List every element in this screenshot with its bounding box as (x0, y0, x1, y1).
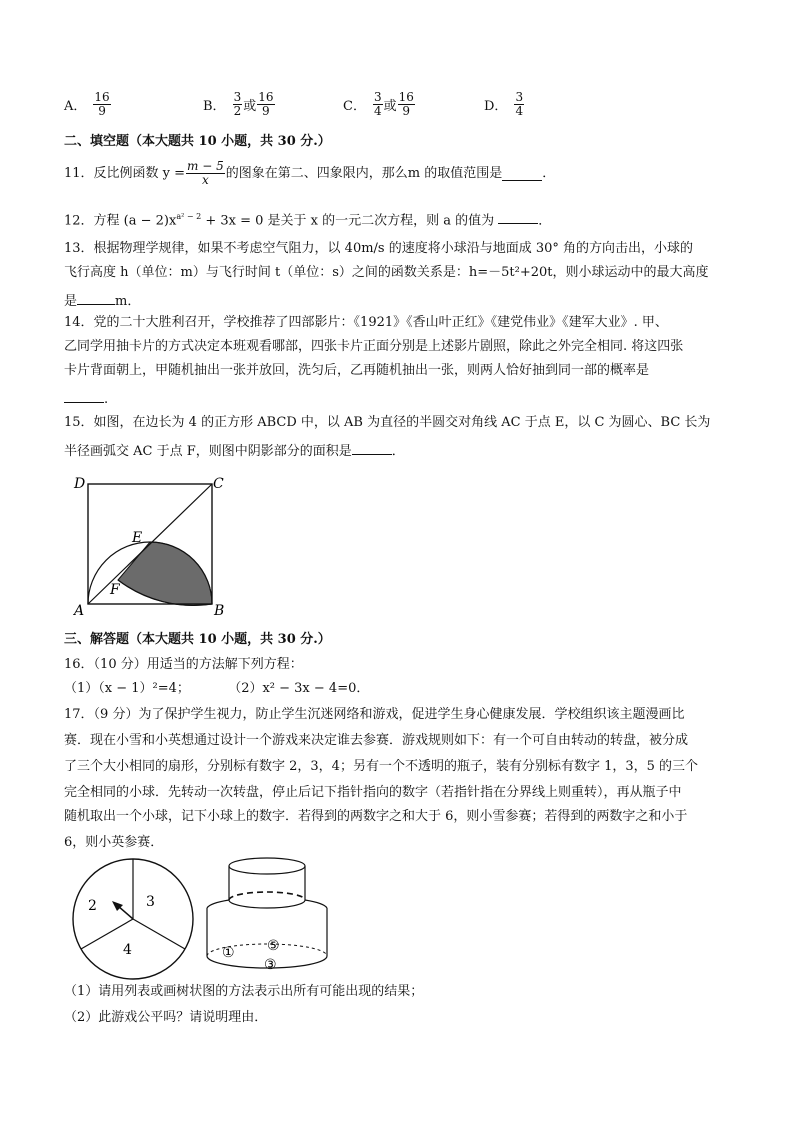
label-b: B (214, 603, 225, 617)
q13-line-2: 飞行高度 h（单位：m）与飞行时间 t（单位：s）之间的函数关系是：h=－5t²+20t，则小球运动中的最大高度 (64, 265, 709, 280)
q17-line-3: 了三个大小相同的扇形，分别标有数字 2，3，4；另有一个不透明的瓶子，装有分别标有数字 1，3，5 的三个 (64, 759, 699, 774)
q17-line-1: 17．（9 分）为了保护学生视力，防止学生沉迷网络和游戏，促进学生身心健康发展．学校组织该主题漫画比 (64, 707, 685, 722)
label-f: F (110, 582, 120, 598)
fraction: $\frac{16}{9}$ (94, 90, 110, 118)
choice-label: D． (484, 99, 508, 114)
question-12 (64, 208, 551, 230)
choice-label: B． (203, 99, 226, 114)
q15-line-2-pre: 半径画弧交 AC 于点 F，则图中阴影部分的面积是 (64, 444, 352, 459)
fraction: $\frac{3}{4}$ (373, 90, 382, 118)
sector-2: 2 (88, 898, 97, 914)
q14-line-2: 乙同学用抽卡片的方式决定本班观看哪部，四张卡片正面分别是上述影片剧照，除此之外完全相同. 将这四张 (64, 339, 684, 354)
q11-end: ． (542, 165, 556, 181)
answer-blank[interactable] (352, 440, 392, 455)
q12-text: 12．方程 (a − 2)x (64, 213, 177, 229)
sector-4: 4 (123, 942, 132, 958)
choice-b (203, 91, 276, 118)
spinner-pointer (118, 906, 133, 919)
q14-line-4 (64, 388, 108, 409)
q12-text2: + 3x = 0 是关于 x 的一元二次方程，则 a 的值为 (201, 213, 495, 229)
section-2-title: 二、填空题（本大题共 10 小题，共 30 分.） (64, 134, 331, 149)
q17-line-5: 随机取出一个小球，记下小球上的数字．若得到的两数字之和大于 6，则小雪参赛；若得到的两数字之和小于 (64, 809, 688, 824)
q16-part-2: （2）x² − 3x − 4=0． (228, 681, 370, 696)
q17-line-4: 完全相同的小球．先转动一次转盘，停止后记下指针指向的数字（若指针指在分界线上则重转），再从瓶子中 (64, 785, 682, 800)
q16-line-2 (64, 680, 369, 698)
q13-line-3-pre: 是 (64, 294, 78, 309)
choice-a (64, 91, 112, 118)
fraction: $\frac{16}{9}$ (398, 90, 414, 118)
answer-blank[interactable] (498, 209, 538, 224)
q17-sub-2: （2）此游戏公平吗？请说明理由． (64, 1010, 268, 1025)
answer-blank[interactable] (64, 388, 104, 403)
choice-label: C． (343, 99, 366, 114)
label-a: A (74, 603, 85, 617)
q15-line-2 (64, 440, 405, 461)
ball-1: ① (222, 945, 235, 961)
q13-line-3 (64, 290, 140, 311)
or-word: 或 (383, 99, 397, 114)
q13-line-1: 13．根据物理学规律，如果不考虑空气阻力，以 40m/s 的速度将小球沿与地面成 30° 角的方向击出，小球的 (64, 241, 694, 256)
ball-3: ③ (264, 957, 277, 973)
q16-part-1: （1）（x − 1）²=4； (64, 681, 190, 696)
shaded-region (118, 542, 212, 605)
q11-fraction: $\frac{m - 5}{x}$ (187, 159, 224, 187)
ball-5: ⑤ (267, 938, 280, 954)
fraction: $\frac{3}{2}$ (233, 90, 242, 118)
q12-end: ． (538, 213, 552, 229)
square-figure (70, 472, 230, 617)
label-e: E (132, 530, 143, 546)
q13-line-3-post: m． (115, 294, 141, 309)
choice-c (343, 91, 416, 118)
choice-label: A． (64, 99, 87, 114)
jar-figure (200, 856, 335, 978)
answer-blank[interactable] (77, 290, 115, 305)
spinner-divider-2 (133, 919, 185, 949)
label-c: C (213, 476, 224, 492)
label-d: D (74, 476, 86, 492)
sector-3: 3 (146, 894, 155, 910)
q17-line-2: 赛．现在小雪和小英想通过设计一个游戏来决定谁去参赛．游戏规则如下：有一个可自由转动的转盘，被分成 (64, 733, 689, 748)
q16-line-1: 16．（10 分）用适当的方法解下列方程： (64, 657, 303, 672)
q15-line-1: 15．如图，在边长为 4 的正方形 ABCD 中，以 AB 为直径的半圆交对角线 AC 于点 E，以 C 为圆心、BC 长为 (64, 415, 711, 430)
choice-d (484, 91, 525, 118)
q17-line-6: 6，则小英参赛． (64, 835, 164, 850)
question-11 (64, 160, 555, 187)
spinner-figure (68, 856, 198, 982)
section-3-title: 三、解答题（本大题共 10 小题，共 30 分.） (64, 632, 331, 647)
q11-pre: 11．反比例函数 y = (64, 165, 186, 181)
q14-line-4-end: . (104, 392, 109, 407)
q11-post: 的图象在第二、四象限内，那么m 的取值范围是 (225, 165, 503, 181)
fraction: $\frac{16}{9}$ (258, 90, 274, 118)
q17-sub-1: （1）请用列表或画树状图的方法表示出所有可能出现的结果； (64, 984, 424, 999)
fraction: $\frac{3}{4}$ (515, 90, 524, 118)
or-word: 或 (243, 99, 257, 114)
q12-exponent: a² − 2 (176, 212, 202, 221)
answer-blank[interactable] (502, 166, 542, 181)
q14-line-3: 卡片背面朝上，甲随机抽出一张并放回，洗匀后，乙再随机抽出一张，则两人恰好抽到同一部的概率是 (64, 363, 650, 378)
q14-line-1: 14．党的二十大胜利召开，学校推荐了四部影片：《1921》《香山叶正红》《建党伟业》《建军大业》. 甲、 (64, 315, 668, 330)
q15-line-2-post: ． (391, 444, 405, 459)
